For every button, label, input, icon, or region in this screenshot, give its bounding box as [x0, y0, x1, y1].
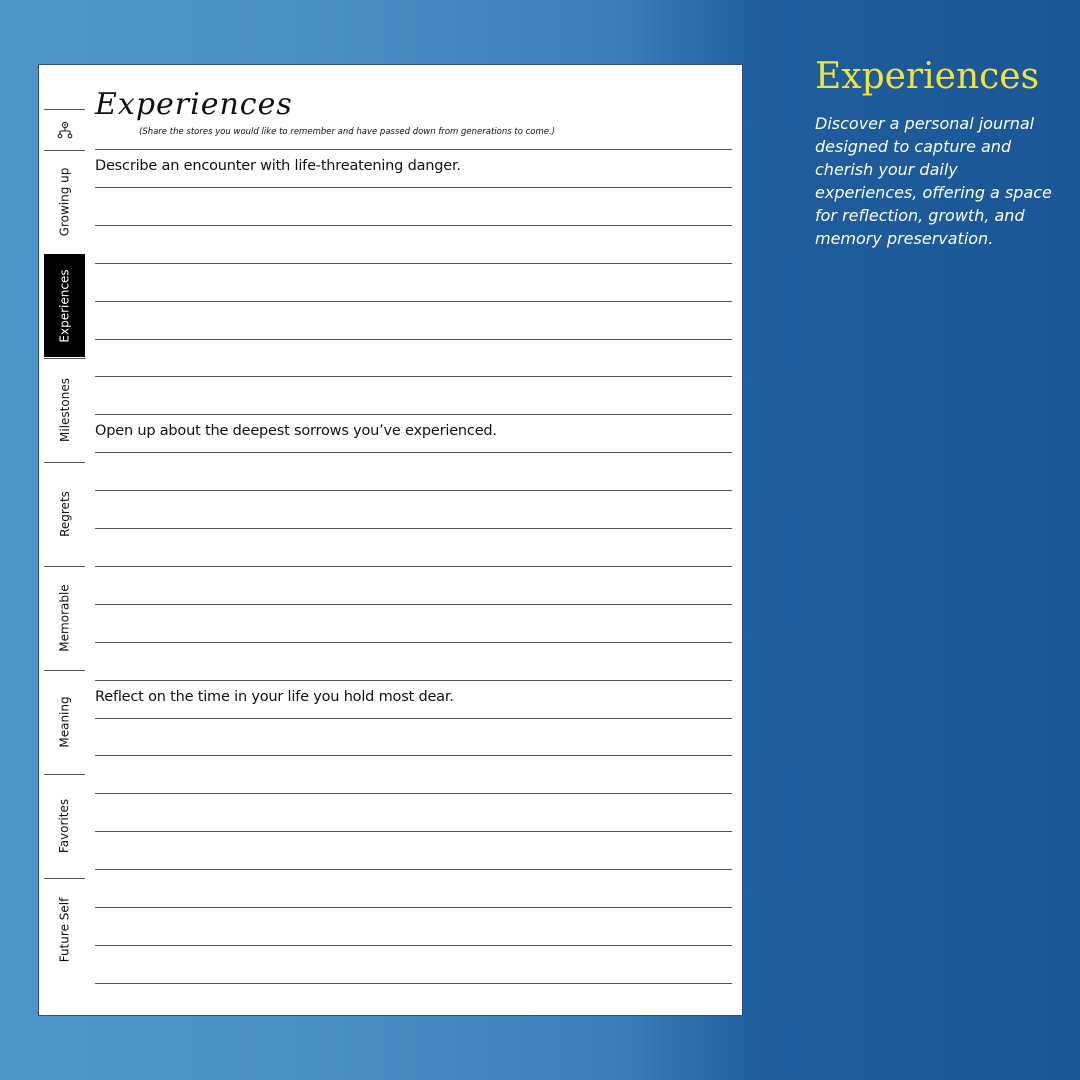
tab-growing-up[interactable] [44, 150, 85, 253]
ruled-line[interactable] [95, 793, 732, 794]
journal-page [38, 64, 743, 1016]
tab-label: Regrets [57, 491, 72, 537]
ruled-line[interactable] [95, 528, 732, 529]
side-description: Discover a personal journal designed to capture and cherish your daily experiences, offering a space for reflection, growth, and memory preservation. [815, 114, 1052, 248]
ruled-line[interactable] [95, 339, 732, 340]
tab-experiences[interactable] [44, 254, 85, 357]
tab-label: Experiences [57, 269, 72, 343]
ruled-line[interactable] [95, 187, 732, 188]
tab-meaning[interactable] [44, 670, 85, 773]
tab-label: Milestones [57, 378, 72, 442]
ruled-line[interactable] [95, 718, 732, 719]
ruled-line[interactable] [95, 301, 732, 302]
tab-future-self[interactable] [44, 878, 85, 981]
page-heading: Experiences [95, 87, 293, 122]
page-subheading: (Share the stores you would like to remember and have passed down from generations to come.) [139, 127, 556, 137]
ruled-line[interactable] [95, 263, 732, 264]
journal-prompt: Reflect on the time in your life you hold most dear. [95, 689, 454, 705]
ruled-line[interactable] [95, 869, 732, 870]
ruled-line[interactable] [95, 566, 732, 567]
ruled-line[interactable] [95, 604, 732, 605]
tab-memorable[interactable] [44, 566, 85, 669]
ruled-line[interactable] [95, 452, 732, 453]
tab-label: Favorites [57, 798, 72, 854]
ruled-line[interactable] [95, 945, 732, 946]
ruled-line[interactable] [95, 831, 732, 832]
ruled-line[interactable] [95, 983, 732, 984]
ruled-line[interactable] [95, 642, 732, 643]
journal-prompt: Describe an encounter with life-threatening danger. [95, 158, 461, 174]
tab-favorites[interactable] [44, 774, 85, 877]
tab-milestones[interactable] [44, 358, 85, 461]
tab-label: Growing up [57, 167, 72, 237]
ruled-line[interactable] [95, 755, 732, 756]
ruled-line[interactable] [95, 376, 732, 377]
ruled-line[interactable] [95, 907, 732, 908]
family-tree-icon [55, 120, 75, 140]
tab-label: Meaning [57, 696, 72, 748]
tab-label: Memorable [57, 584, 72, 652]
ruled-line[interactable] [95, 490, 732, 491]
ruled-line[interactable] [95, 149, 732, 150]
journal-prompt: Open up about the deepest sorrows you’ve experienced. [95, 423, 497, 439]
ruled-line[interactable] [95, 680, 732, 681]
ruled-line[interactable] [95, 225, 732, 226]
tab-label: Future Self [57, 897, 72, 963]
tab-regrets[interactable] [44, 462, 85, 565]
side-title: Experiences [815, 56, 1040, 97]
tab-icon-cell [44, 109, 85, 150]
ruled-line[interactable] [95, 414, 732, 415]
